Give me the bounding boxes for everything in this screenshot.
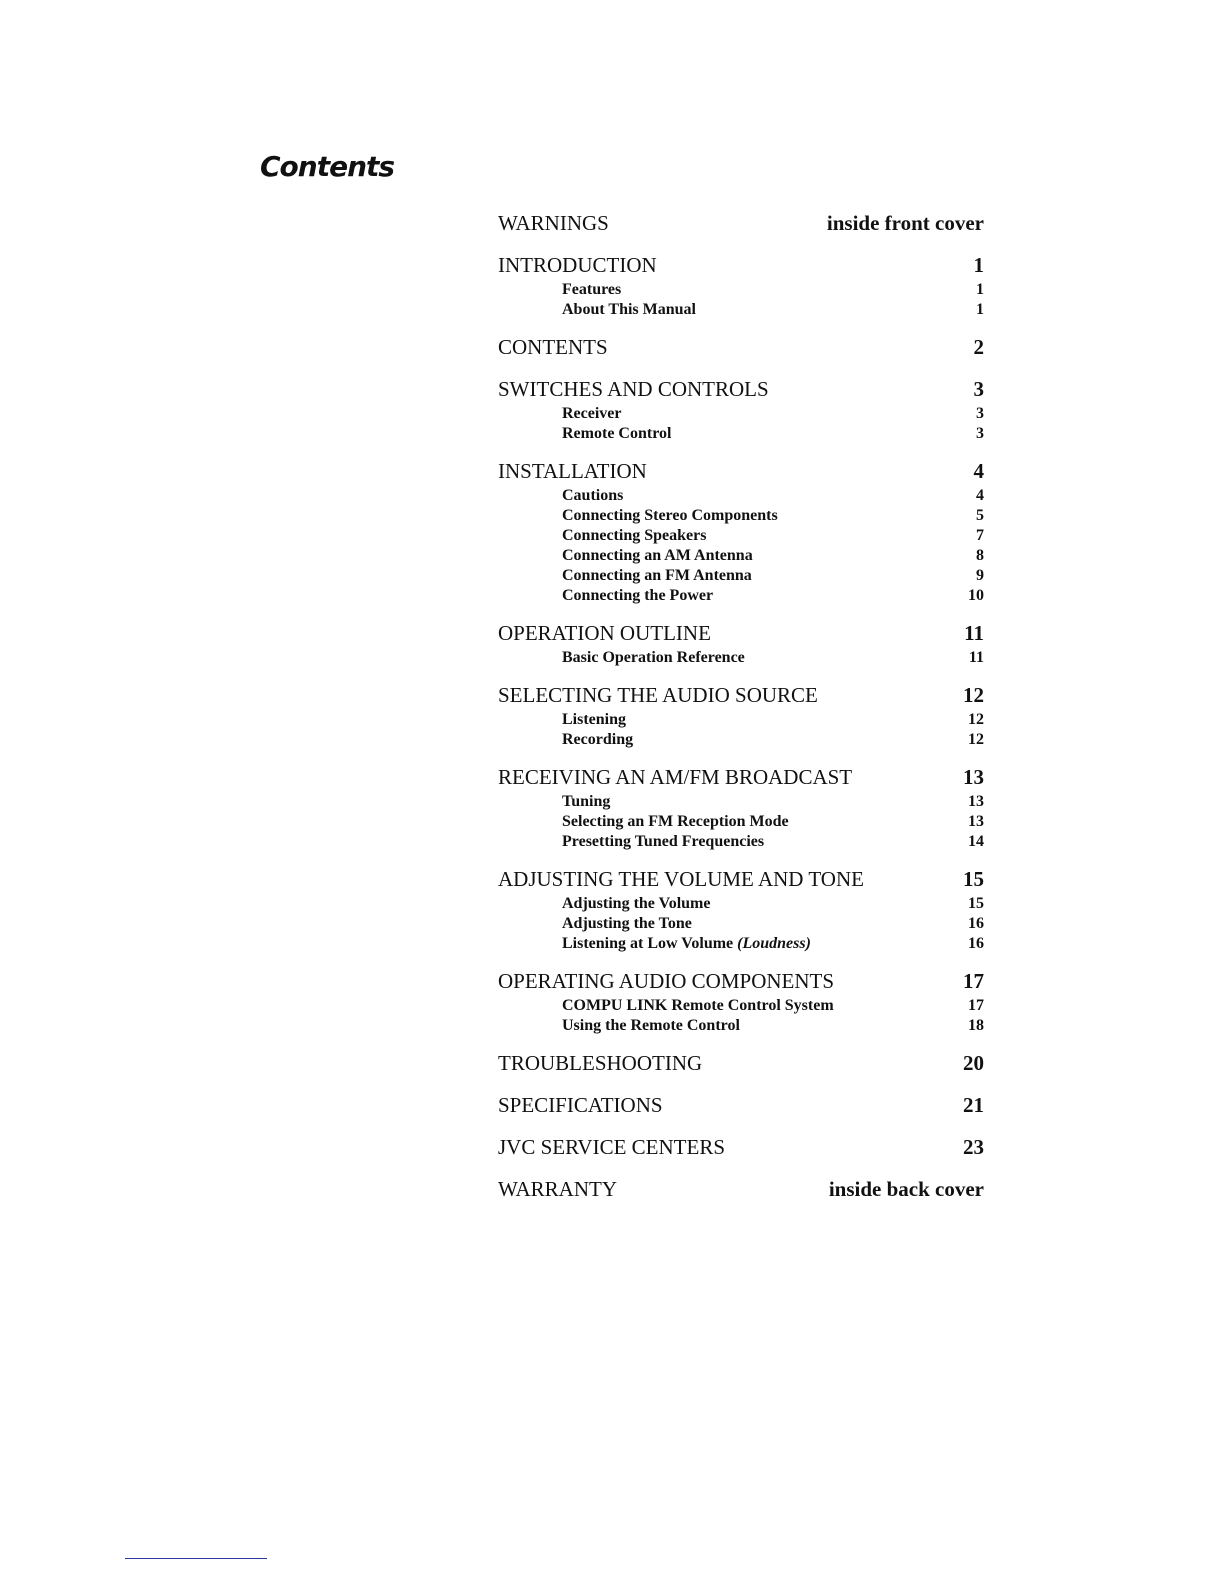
- toc-subentry-title: Receiver: [562, 405, 622, 422]
- table-of-contents: [498, 208, 984, 1216]
- toc-entry-title: RECEIVING AN AM/FM BROADCAST: [498, 765, 853, 789]
- toc-subentry-page: 3: [976, 425, 984, 442]
- toc-subentry-title-wrap: [562, 300, 696, 320]
- toc-subentry-title: Basic Operation Reference: [562, 649, 745, 666]
- toc-subentry-page: 5: [976, 507, 984, 524]
- toc-subentry-page: 4: [976, 487, 984, 504]
- toc-subentry[interactable]: [498, 914, 984, 934]
- toc-entry[interactable]: [498, 332, 984, 362]
- toc-subentry-title: Remote Control: [562, 425, 672, 442]
- page-title: Contents: [260, 150, 395, 183]
- toc-entry-page: inside back cover: [828, 1177, 984, 1201]
- toc-subentry-page: 16: [968, 915, 984, 932]
- toc-entry-page: 12: [963, 683, 984, 707]
- toc-subentry-title-wrap: [562, 526, 706, 546]
- toc-entry-page: 23: [963, 1135, 984, 1159]
- toc-entry[interactable]: [498, 1048, 984, 1078]
- toc-entry-page: 11: [964, 621, 984, 645]
- toc-subentry-title-wrap: [562, 914, 692, 934]
- toc-entry-page: 17: [963, 969, 984, 993]
- toc-subentry-title: Adjusting the Tone: [562, 915, 692, 932]
- toc-subentry-title: Listening at Low Volume: [562, 935, 734, 952]
- toc-section: [498, 1090, 984, 1120]
- toc-section: [498, 1048, 984, 1078]
- toc-subentry-title: Recording: [562, 731, 634, 748]
- toc-subentry-title: COMPU LINK Remote Control System: [562, 997, 834, 1014]
- toc-subentry-title: Connecting an FM Antenna: [562, 567, 752, 584]
- toc-entry[interactable]: [498, 966, 984, 996]
- toc-subentry-title: Tuning: [562, 793, 611, 810]
- toc-subentry-title: Connecting the Power: [562, 587, 714, 604]
- toc-subentry-page: 13: [968, 813, 984, 830]
- toc-subentry-title-wrap: [562, 996, 834, 1016]
- toc-entry[interactable]: [498, 864, 984, 894]
- toc-entry-page: inside front cover: [826, 211, 984, 235]
- toc-subentry-page: 1: [976, 281, 984, 298]
- toc-section: [498, 208, 984, 238]
- toc-entry[interactable]: [498, 762, 984, 792]
- toc-entry-title: JVC SERVICE CENTERS: [498, 1135, 726, 1159]
- toc-entry-title: OPERATION OUTLINE: [498, 621, 711, 645]
- toc-subentry[interactable]: [498, 506, 984, 526]
- toc-subentry[interactable]: [498, 996, 984, 1016]
- toc-section: [498, 966, 984, 1036]
- toc-subentry-title: Connecting Stereo Components: [562, 507, 778, 524]
- toc-subentry-page: 14: [968, 833, 984, 850]
- toc-subentry[interactable]: [498, 404, 984, 424]
- toc-entry-page: 20: [963, 1051, 984, 1075]
- toc-subentry-title-wrap: [562, 710, 626, 730]
- toc-subentry-title-wrap: [562, 934, 811, 954]
- toc-subentry-title-wrap: [562, 566, 752, 586]
- toc-subentry-title-wrap: [562, 792, 610, 812]
- toc-entry[interactable]: [498, 250, 984, 280]
- toc-section: [498, 618, 984, 668]
- toc-subentry[interactable]: [498, 934, 984, 954]
- toc-subentry-page: 12: [968, 711, 984, 728]
- toc-subentry-title: Selecting an FM Reception Mode: [562, 813, 789, 830]
- toc-subentry-title: Presetting Tuned Frequencies: [562, 833, 765, 850]
- toc-subentry-page: 1: [976, 301, 984, 318]
- toc-entry-title: SPECIFICATIONS: [498, 1093, 663, 1117]
- toc-entry-title: WARRANTY: [498, 1177, 617, 1201]
- toc-entry-title: INTRODUCTION: [498, 253, 657, 277]
- toc-subentry-page: 15: [968, 895, 984, 912]
- toc-subentry-page: 13: [968, 793, 984, 810]
- toc-entry-page: 1: [973, 253, 984, 277]
- toc-subentry-title-wrap: [562, 404, 622, 424]
- toc-subentry[interactable]: [498, 566, 984, 586]
- toc-subentry-title-wrap: [562, 486, 623, 506]
- toc-subentry-title: Cautions: [562, 487, 624, 504]
- toc-entry-page: 13: [963, 765, 984, 789]
- toc-subentry-page: 3: [976, 405, 984, 422]
- toc-section: [498, 374, 984, 444]
- toc-section: [498, 332, 984, 362]
- toc-entry[interactable]: [498, 374, 984, 404]
- toc-entry-title: SWITCHES AND CONTROLS: [498, 377, 769, 401]
- toc-subentry-page: 9: [976, 567, 984, 584]
- toc-entry-page: 21: [963, 1093, 984, 1117]
- toc-subentry-title-wrap: [562, 894, 710, 914]
- toc-subentry-page: 10: [968, 587, 984, 604]
- toc-entry[interactable]: [498, 208, 984, 238]
- toc-entry-title: INSTALLATION: [498, 459, 647, 483]
- toc-entry[interactable]: [498, 680, 984, 710]
- toc-entry-page: 4: [973, 459, 984, 483]
- toc-subentry[interactable]: [498, 730, 984, 750]
- toc-subentry-page: 17: [968, 997, 984, 1014]
- toc-subentry-page: 18: [968, 1017, 984, 1034]
- toc-subentry-title: Features: [562, 281, 622, 298]
- toc-subentry[interactable]: [498, 424, 984, 444]
- toc-subentry[interactable]: [498, 546, 984, 566]
- toc-subentry-title-wrap: [562, 730, 633, 750]
- toc-section: [498, 864, 984, 954]
- toc-subentry[interactable]: [498, 812, 984, 832]
- toc-subentry[interactable]: [498, 586, 984, 606]
- toc-subentry[interactable]: [498, 486, 984, 506]
- toc-entry[interactable]: [498, 1090, 984, 1120]
- toc-subentry-title-wrap: [562, 832, 764, 852]
- toc-subentry-title-wrap: [562, 648, 745, 668]
- toc-subentry[interactable]: [498, 1016, 984, 1036]
- toc-subentry[interactable]: [498, 300, 984, 320]
- toc-entry-title: CONTENTS: [498, 335, 608, 359]
- toc-entry[interactable]: [498, 1174, 984, 1204]
- toc-subentry[interactable]: [498, 648, 984, 668]
- toc-entry-page: 2: [973, 335, 984, 359]
- toc-subentry[interactable]: [498, 894, 984, 914]
- toc-subentry-title-wrap: [562, 586, 713, 606]
- toc-subentry-title: Listening: [562, 711, 627, 728]
- toc-entry[interactable]: [498, 1132, 984, 1162]
- toc-section: [498, 1132, 984, 1162]
- toc-subentry[interactable]: [498, 832, 984, 852]
- toc-subentry-page: 8: [976, 547, 984, 564]
- toc-section: [498, 762, 984, 852]
- toc-entry-title: ADJUSTING THE VOLUME AND TONE: [498, 867, 864, 891]
- toc-subentry-page: 11: [968, 649, 984, 666]
- toc-entry-title: TROUBLESHOOTING: [498, 1051, 703, 1075]
- toc-entry[interactable]: [498, 456, 984, 486]
- toc-subentry[interactable]: [498, 792, 984, 812]
- toc-entry-title: OPERATING AUDIO COMPONENTS: [498, 969, 835, 993]
- toc-subentry-title-wrap: [562, 812, 789, 832]
- toc-subentry-title-wrap: [562, 1016, 740, 1036]
- toc-subentry-title-wrap: [562, 506, 778, 526]
- toc-entry-title: WARNINGS: [498, 211, 609, 235]
- toc-section: [498, 250, 984, 320]
- toc-subentry-title: Using the Remote Control: [562, 1017, 740, 1034]
- toc-subentry-title: About This Manual: [562, 301, 696, 318]
- toc-subentry[interactable]: [498, 280, 984, 300]
- footer-rule: [125, 1558, 267, 1559]
- toc-subentry[interactable]: [498, 710, 984, 730]
- toc-subentry-title: Connecting Speakers: [562, 527, 707, 544]
- toc-entry-page: 15: [963, 867, 984, 891]
- toc-subentry-title-wrap: [562, 280, 621, 300]
- toc-subentry-title: Connecting an AM Antenna: [562, 547, 753, 564]
- toc-subentry-title-italic: (Loudness): [737, 935, 811, 952]
- toc-entry-title: SELECTING THE AUDIO SOURCE: [498, 683, 818, 707]
- toc-section: [498, 1174, 984, 1204]
- toc-subentry-page: 16: [968, 935, 984, 952]
- toc-subentry-page: 7: [976, 527, 984, 544]
- toc-section: [498, 456, 984, 606]
- toc-subentry-title-wrap: [562, 546, 753, 566]
- toc-subentry[interactable]: [498, 526, 984, 546]
- toc-subentry-page: 12: [968, 731, 984, 748]
- toc-subentry-title-wrap: [562, 424, 671, 444]
- toc-entry-page: 3: [973, 377, 984, 401]
- toc-subentry-title: Adjusting the Volume: [562, 895, 711, 912]
- toc-entry[interactable]: [498, 618, 984, 648]
- toc-section: [498, 680, 984, 750]
